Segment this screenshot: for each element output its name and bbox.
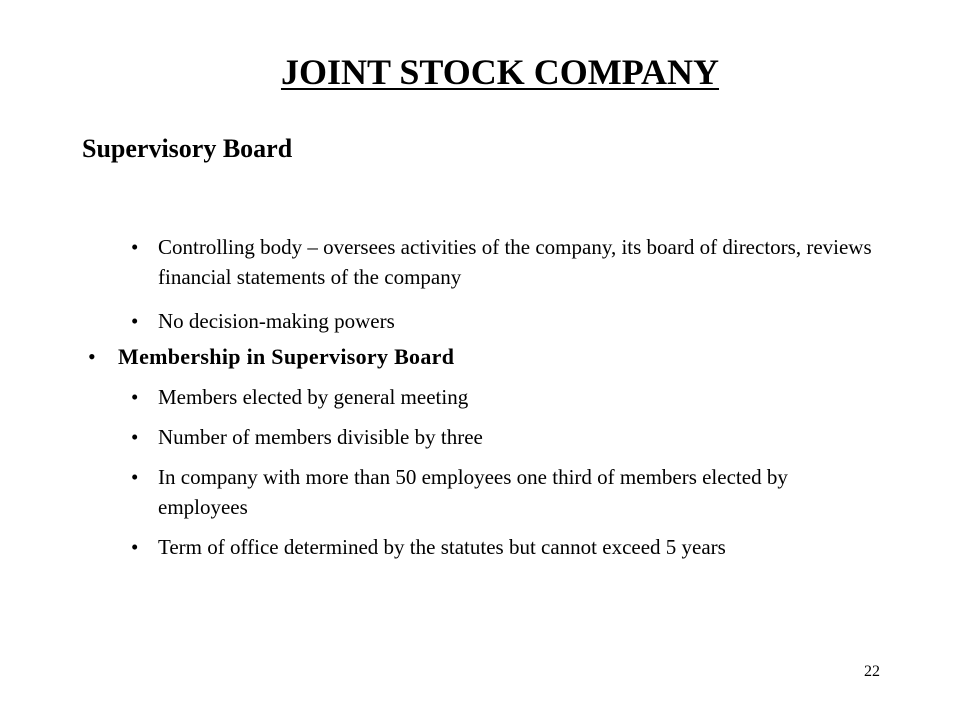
bullet-icon: • <box>88 344 97 369</box>
list-item-text: No decision-making powers <box>158 309 395 333</box>
list-item-text: Members elected by general meeting <box>158 385 469 409</box>
membership-heading-text: Membership in Supervisory Board <box>118 344 455 369</box>
bullet-icon: • <box>131 385 139 409</box>
list-item-text: Controlling body – oversees activities of the company, its board of directors, reviews financial statements of the company <box>158 235 872 289</box>
list-item <box>131 306 891 336</box>
slide-title: JOINT STOCK COMPANY <box>280 52 720 92</box>
membership-points-list <box>131 382 871 572</box>
list-item-text: Term of office determined by the statutes but cannot exceed 5 years <box>158 535 726 559</box>
supervisory-points-list <box>131 232 891 336</box>
section-heading: Supervisory Board <box>82 134 293 163</box>
list-item <box>131 462 871 522</box>
bullet-icon: • <box>131 309 139 333</box>
bullet-icon: • <box>131 425 139 449</box>
list-item-text: Number of members divisible by three <box>158 425 483 449</box>
bullet-icon: • <box>131 235 139 259</box>
list-item <box>131 422 871 452</box>
list-item <box>131 232 891 292</box>
bullet-icon: • <box>131 535 139 559</box>
list-item <box>131 382 871 412</box>
page-number: 22 <box>864 663 880 680</box>
list-item <box>131 532 871 562</box>
membership-heading <box>88 342 454 372</box>
bullet-icon: • <box>131 465 139 489</box>
list-item-text: In company with more than 50 employees one third of members elected by employees <box>158 465 788 519</box>
